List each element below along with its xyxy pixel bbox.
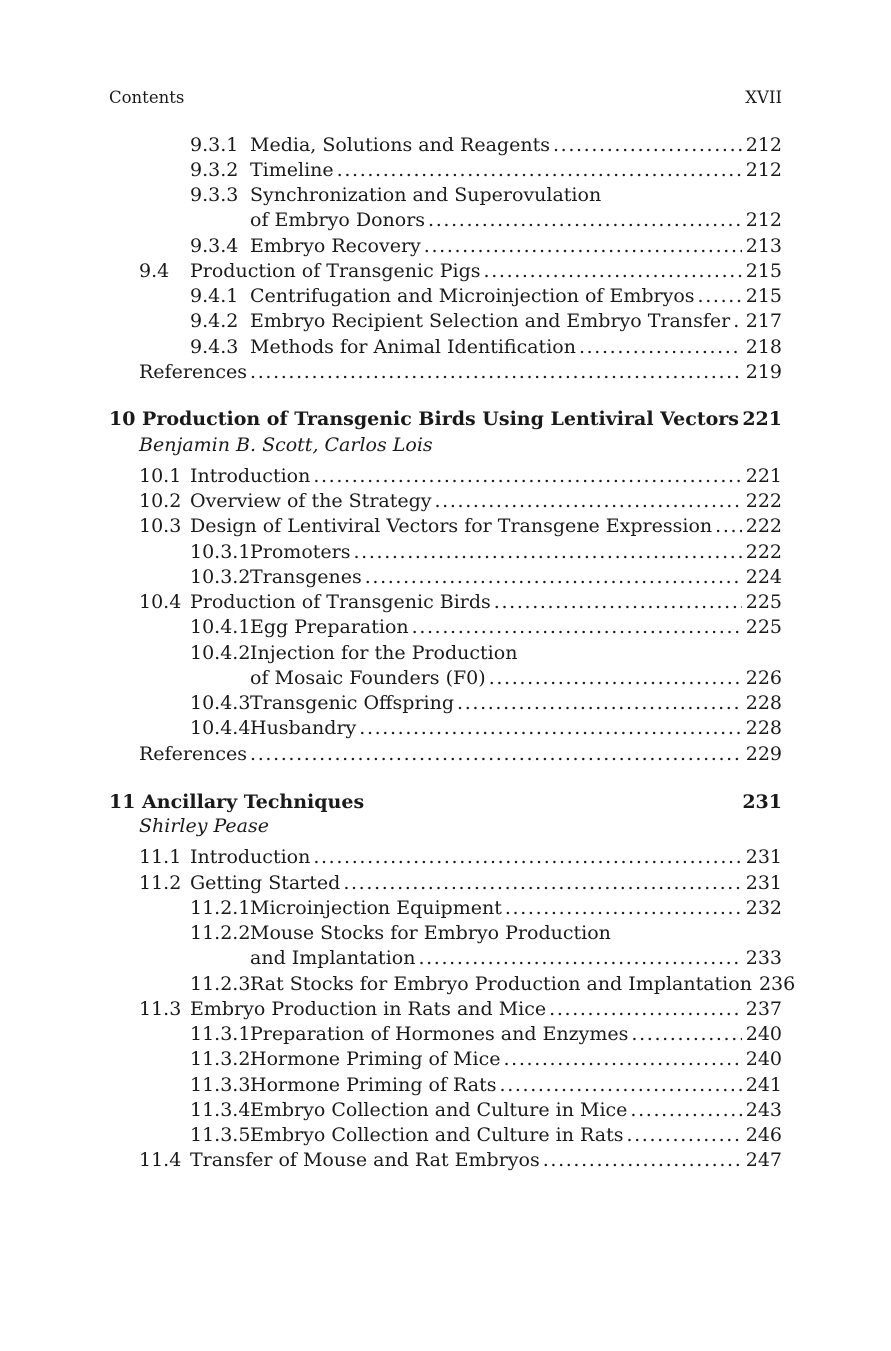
- toc-entry[interactable]: [0, 464, 891, 489]
- toc-entry-title: References: [139, 361, 248, 383]
- toc-entry-text: [250, 158, 782, 183]
- toc-dot-leader: [435, 489, 742, 514]
- toc-entry[interactable]: [0, 540, 891, 565]
- toc-dot-leader: [250, 742, 742, 767]
- toc-entry[interactable]: [0, 1022, 891, 1047]
- chapter-heading[interactable]: [109, 789, 782, 815]
- toc-entry-text: [250, 284, 782, 309]
- chapter-heading[interactable]: [109, 406, 782, 432]
- toc-entry-page: 212: [745, 134, 782, 156]
- toc-entry-text: [250, 183, 782, 208]
- toc-entry-text: [250, 1098, 782, 1123]
- toc-entry[interactable]: [0, 208, 891, 233]
- toc-entry-text: [250, 896, 782, 921]
- toc-entry[interactable]: [0, 590, 891, 615]
- toc-entry[interactable]: [0, 335, 891, 360]
- toc-entry[interactable]: [0, 259, 891, 284]
- chapter-authors: Shirley Pease: [139, 815, 270, 837]
- toc-dot-leader: [698, 284, 742, 309]
- toc-entry-page: 229: [745, 743, 782, 765]
- toc-entry-title: Production of Transgenic Birds: [190, 591, 491, 613]
- toc-entry-text: [250, 540, 782, 565]
- toc-entry[interactable]: [0, 641, 891, 666]
- toc-entry-title: Transgenic Offspring: [250, 692, 455, 714]
- toc-entry[interactable]: [0, 1148, 891, 1173]
- toc-entry-text: [190, 1148, 782, 1173]
- toc-dot-leader: [503, 1047, 741, 1072]
- toc-entry-page: 241: [745, 1074, 782, 1096]
- toc-dot-leader: [457, 691, 742, 716]
- toc-entry-number: 10.2: [139, 490, 182, 512]
- toc-entry-text: [190, 997, 782, 1022]
- toc-dot-leader: [631, 1022, 741, 1047]
- toc-entry-title: Media, Solutions and Reagents: [250, 134, 550, 156]
- toc-dot-leader: [543, 1148, 742, 1173]
- toc-entry-title: Mouse Stocks for Embryo Production: [250, 922, 611, 944]
- chapter-title: 11 Ancillary Techniques: [109, 791, 365, 813]
- toc-entry-page: 222: [745, 541, 782, 563]
- toc-entry-page: 225: [745, 616, 782, 638]
- toc-entry-title: Embryo Production in Rats and Mice: [190, 998, 547, 1020]
- toc-entry-page: 231: [745, 872, 782, 894]
- toc-entry[interactable]: [0, 309, 891, 334]
- toc-entry[interactable]: [0, 896, 891, 921]
- toc-dot-leader: [359, 716, 741, 741]
- toc-entry-number: 9.3.2: [190, 159, 239, 181]
- toc-entry-text: [190, 514, 782, 539]
- toc-entry-page: 237: [745, 998, 782, 1020]
- toc-entry-page: 212: [745, 209, 782, 231]
- toc-entry[interactable]: [0, 972, 891, 997]
- toc-entry-text: [250, 641, 782, 666]
- toc-entry-number: 10.3: [139, 515, 182, 537]
- toc-entry-number: 11.3.1: [190, 1023, 251, 1045]
- toc-entry-text: [190, 590, 782, 615]
- toc-entry-page: 213: [745, 235, 782, 257]
- toc-entry-title: Microinjection Equipment: [250, 897, 502, 919]
- toc-entry-title: of Embryo Donors: [250, 209, 426, 231]
- running-head-page-number: XVII: [745, 88, 782, 107]
- toc-entry[interactable]: [0, 360, 891, 385]
- toc-entry-page: 243: [745, 1099, 782, 1121]
- toc-entry-text: [250, 1022, 782, 1047]
- toc-entry-number: 10.3.2: [190, 566, 251, 588]
- toc-entry[interactable]: [0, 666, 891, 691]
- toc-entry[interactable]: [0, 997, 891, 1022]
- toc-entry-title: Rat Stocks for Embryo Production and Implantation: [250, 973, 752, 995]
- toc-entry-title: of Mosaic Founders (F0): [250, 667, 486, 689]
- toc-entry-text: [250, 921, 782, 946]
- toc-entry-text: [250, 1073, 782, 1098]
- toc-entry[interactable]: [0, 921, 891, 946]
- toc-entry-number: 11.2.1: [190, 897, 251, 919]
- toc-entry-title: Embryo Recovery: [250, 235, 421, 257]
- toc-entry-number: 10.4.4: [190, 717, 251, 739]
- toc-entry-title: Embryo Collection and Culture in Mice: [250, 1099, 628, 1121]
- toc-entry-number: 10.3.1: [190, 541, 251, 563]
- toc-entry-number: 9.3.1: [190, 134, 239, 156]
- toc-entry-text: [250, 309, 782, 334]
- toc-dot-leader: [428, 208, 742, 233]
- toc-entry[interactable]: [0, 183, 891, 208]
- toc-entry-number: 10.4.1: [190, 616, 251, 638]
- running-head-title: Contents: [109, 88, 185, 107]
- toc-entry-text: [250, 335, 782, 360]
- toc-entry[interactable]: [0, 1047, 891, 1072]
- toc-entry-text: [250, 716, 782, 741]
- toc-dot-leader: [418, 946, 741, 971]
- toc-entry-page: 222: [745, 515, 782, 537]
- toc-entry-number: 9.3.3: [190, 184, 239, 206]
- toc-entry-text: [250, 972, 796, 997]
- toc-entry-title: Production of Transgenic Pigs: [190, 260, 481, 282]
- toc-entry-title: Embryo Collection and Culture in Rats: [250, 1124, 624, 1146]
- toc-entry-page: 232: [745, 897, 782, 919]
- toc-entry[interactable]: [0, 1098, 891, 1123]
- toc-dot-leader: [494, 590, 742, 615]
- toc-entry-number: 10.4.3: [190, 692, 251, 714]
- toc-entry[interactable]: [0, 489, 891, 514]
- toc-entry-text: [250, 666, 782, 691]
- toc-entry-title: Centrifugation and Microinjection of Embryos: [250, 285, 695, 307]
- toc-dot-leader: [553, 133, 742, 158]
- toc-dot-leader: [365, 565, 742, 590]
- toc-entry-page: 222: [745, 490, 782, 512]
- toc-entry[interactable]: [0, 871, 891, 896]
- toc-entry[interactable]: [0, 133, 891, 158]
- toc-entry-page: 215: [745, 260, 782, 282]
- toc-entry-page: 240: [745, 1023, 782, 1045]
- toc-entry-title: and Implantation: [250, 947, 416, 969]
- toc-entry-text: [190, 464, 782, 489]
- toc-entry-number: 11.2.3: [190, 973, 251, 995]
- toc-entry-number: 11.2: [139, 872, 182, 894]
- toc-entry-text: [250, 1047, 782, 1072]
- toc-entry-title: Hormone Priming of Mice: [250, 1048, 501, 1070]
- toc-entry-text: [139, 742, 782, 767]
- toc-entry-title: Embryo Recipient Selection and Embryo Transfer: [250, 310, 731, 332]
- toc-entry-title: Hormone Priming of Rats: [250, 1074, 497, 1096]
- toc-dot-leader: [500, 1073, 742, 1098]
- toc-entry-page: 221: [745, 465, 782, 487]
- toc-dot-leader: [630, 1098, 741, 1123]
- toc-entry-number: 11.3.5: [190, 1124, 251, 1146]
- toc-entry-page: 217: [745, 310, 782, 332]
- toc-entry-number: 11.2.2: [190, 922, 251, 944]
- toc-dot-leader: [579, 335, 742, 360]
- toc-entry[interactable]: [0, 158, 891, 183]
- toc-entry-number: 11.3.2: [190, 1048, 251, 1070]
- toc-dot-leader: [626, 1123, 741, 1148]
- toc-entry-title: Getting Started: [190, 872, 341, 894]
- toc-entry-page: 236: [758, 973, 796, 995]
- toc-dot-leader: [424, 234, 742, 259]
- toc-entry[interactable]: [0, 615, 891, 640]
- toc-entry-page: 212: [745, 159, 782, 181]
- toc-entry-title: Synchronization and Superovulation: [250, 184, 602, 206]
- toc-entry-title: Overview of the Strategy: [190, 490, 432, 512]
- toc-entry-text: [139, 360, 782, 385]
- toc-entry-number: 9.4.2: [190, 310, 239, 332]
- toc-entry-page: 247: [745, 1149, 782, 1171]
- toc-dot-leader: [250, 360, 742, 385]
- toc-entry-page: 228: [745, 692, 782, 714]
- toc-entry-page: 215: [745, 285, 782, 307]
- toc-dot-leader: [313, 845, 741, 870]
- chapter-page: 231: [742, 791, 782, 813]
- toc-entry-number: 9.4.3: [190, 336, 239, 358]
- toc-entry-text: [250, 1123, 782, 1148]
- toc-entry-title: Egg Preparation: [250, 616, 409, 638]
- toc-dot-leader: [412, 615, 742, 640]
- toc-entry[interactable]: [0, 946, 891, 971]
- toc-dot-leader: [505, 896, 742, 921]
- running-head: [109, 87, 782, 109]
- toc-dot-leader: [353, 540, 741, 565]
- toc-entry[interactable]: [0, 845, 891, 870]
- toc-entry-number: 9.4.1: [190, 285, 239, 307]
- toc-entry-number: 11.3: [139, 998, 182, 1020]
- toc-entry-title: References: [139, 743, 248, 765]
- toc-entry-number: 11.3.3: [190, 1074, 251, 1096]
- toc-entry-text: [190, 845, 782, 870]
- toc-entry-title: Preparation of Hormones and Enzymes: [250, 1023, 629, 1045]
- toc-entry-text: [190, 259, 782, 284]
- toc-entry-title: Design of Lentiviral Vectors for Transgene Expression: [190, 515, 713, 537]
- toc-entry-page: 225: [745, 591, 782, 613]
- toc-entry[interactable]: [0, 514, 891, 539]
- toc-entry-text: [190, 871, 782, 896]
- toc-entry-title: Introduction: [190, 465, 311, 487]
- toc-entry[interactable]: [0, 284, 891, 309]
- toc-entry[interactable]: [0, 691, 891, 716]
- toc-entry-title: Transfer of Mouse and Rat Embryos: [190, 1149, 540, 1171]
- toc-entry-title: Timeline: [250, 159, 334, 181]
- toc-entry-text: [250, 946, 782, 971]
- toc-entry[interactable]: [0, 716, 891, 741]
- toc-entry-text: [250, 565, 782, 590]
- toc-entry[interactable]: [0, 565, 891, 590]
- toc-entry-text: [250, 691, 782, 716]
- toc-entry-page: 233: [745, 947, 782, 969]
- toc-entry-page: 228: [745, 717, 782, 739]
- toc-entry[interactable]: [0, 742, 891, 767]
- toc-entry[interactable]: [0, 234, 891, 259]
- toc-dot-leader: [733, 309, 742, 334]
- toc-entry-page: 224: [745, 566, 782, 588]
- toc-dot-leader: [484, 259, 742, 284]
- toc-entry-text: [250, 234, 782, 259]
- toc-entry-title: Husbandry: [250, 717, 357, 739]
- toc-entry-page: 246: [745, 1124, 782, 1146]
- chapter-page: 221: [742, 408, 782, 430]
- toc-dot-leader: [549, 997, 742, 1022]
- toc-entry-title: Promoters: [250, 541, 351, 563]
- toc-entry-number: 9.4: [139, 260, 170, 282]
- toc-entry-number: 11.1: [139, 846, 182, 868]
- toc-entry-number: 11.3.4: [190, 1099, 251, 1121]
- toc-entry-text: [250, 133, 782, 158]
- toc-dot-leader: [313, 464, 741, 489]
- toc-entry-title: Introduction: [190, 846, 311, 868]
- toc-entry-number: 10.4.2: [190, 642, 251, 664]
- toc-entry-title: Transgenes: [250, 566, 362, 588]
- toc-dot-leader: [715, 514, 742, 539]
- toc-entry-page: 240: [745, 1048, 782, 1070]
- toc-entry-number: 9.3.4: [190, 235, 239, 257]
- toc-dot-leader: [337, 158, 742, 183]
- toc-entry[interactable]: [0, 1073, 891, 1098]
- toc-entry-number: 10.4: [139, 591, 182, 613]
- toc-entry-page: 218: [745, 336, 782, 358]
- toc-entry-text: [250, 615, 782, 640]
- toc-entry-title: Injection for the Production: [250, 642, 518, 664]
- toc-entry-number: 11.4: [139, 1149, 182, 1171]
- toc-dot-leader: [343, 871, 741, 896]
- toc-entry-page: 231: [745, 846, 782, 868]
- toc-entry-page: 226: [745, 667, 782, 689]
- toc-entry-text: [190, 489, 782, 514]
- toc-dot-leader: [489, 666, 742, 691]
- toc-entry-number: 10.1: [139, 465, 182, 487]
- toc-entry-page: 219: [745, 361, 782, 383]
- toc-entry[interactable]: [0, 1123, 891, 1148]
- toc-entry-title: Methods for Animal Identification: [250, 336, 576, 358]
- chapter-authors: Benjamin B. Scott, Carlos Lois: [139, 434, 433, 456]
- toc-entry-text: [250, 208, 782, 233]
- chapter-title: 10 Production of Transgenic Birds Using Lentiviral Vectors: [109, 408, 739, 430]
